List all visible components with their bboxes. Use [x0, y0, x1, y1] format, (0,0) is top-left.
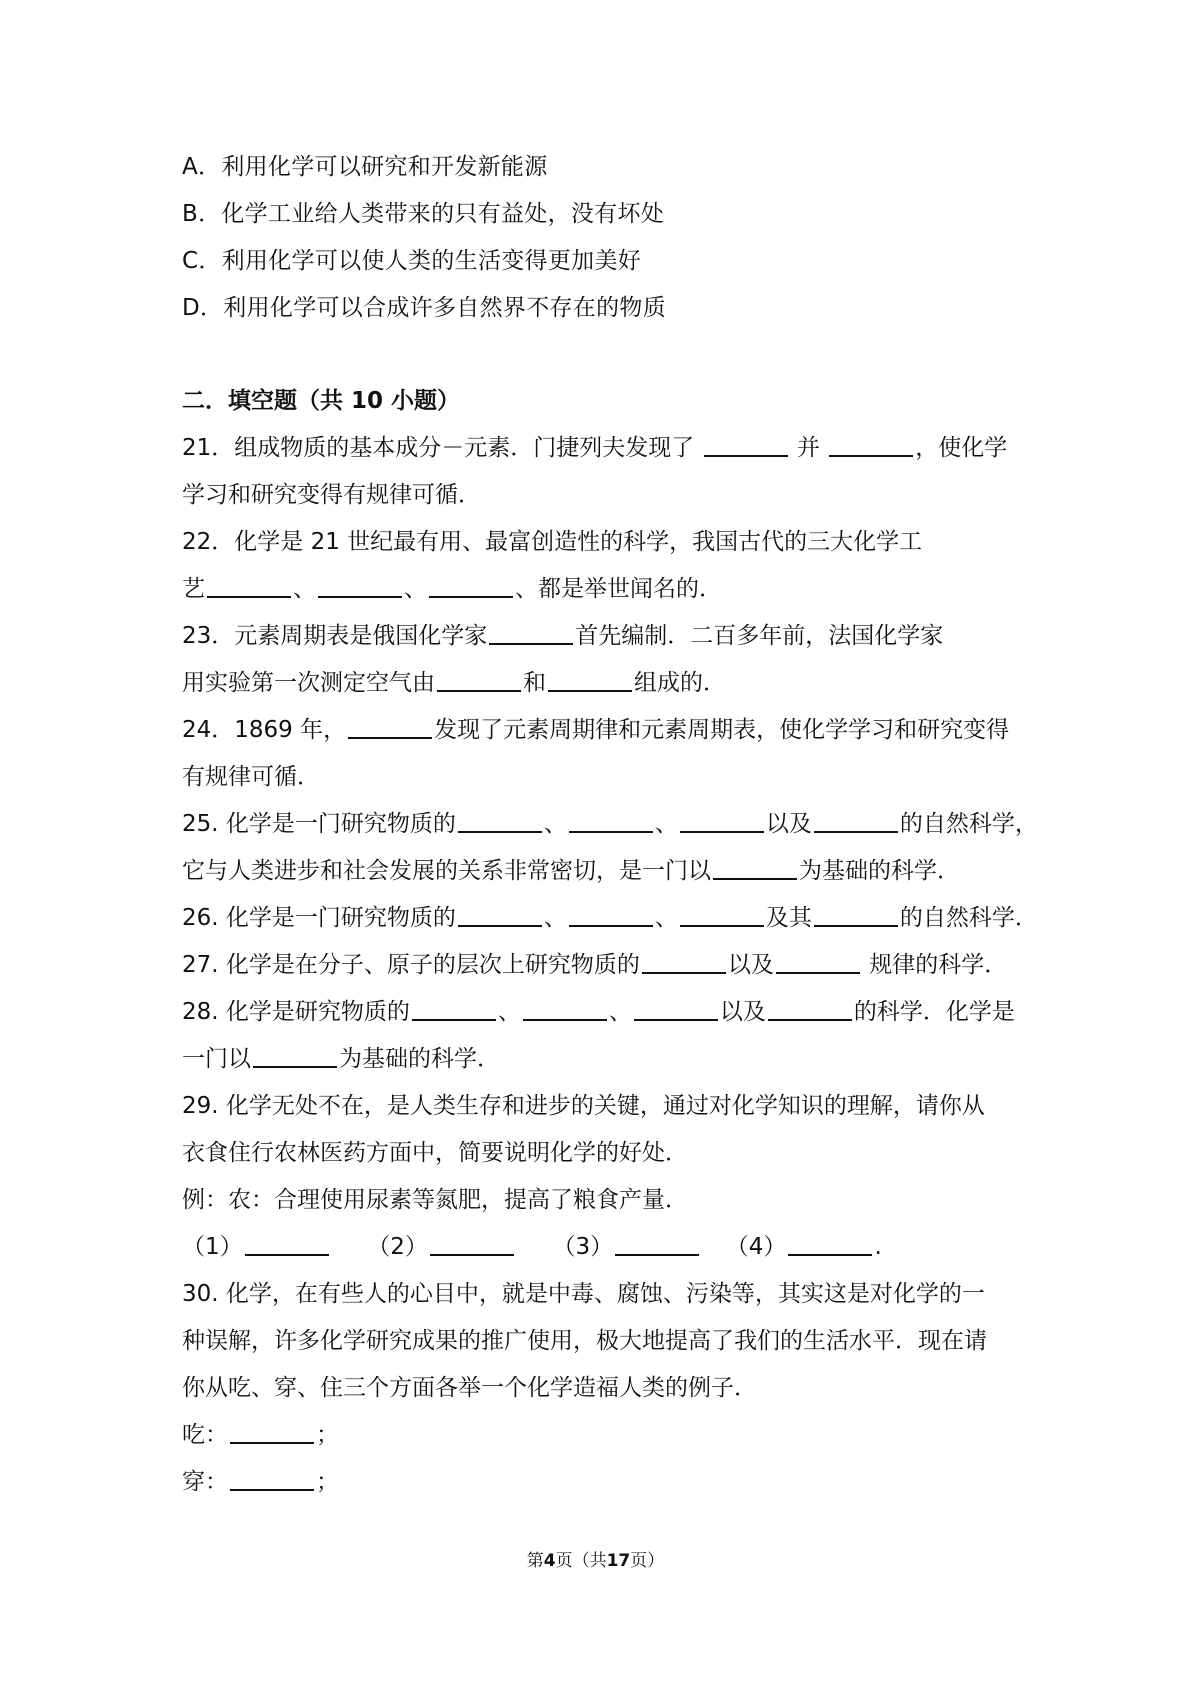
answer-blank[interactable] [412, 997, 496, 1021]
q30-eat-label: 吃： [182, 1422, 228, 1448]
q22-text-b: 艺 [182, 576, 205, 602]
question-30-line-3: 你从吃、穿、住三个方面各举一个化学造福人类的例子． [182, 1375, 757, 1401]
answer-blank[interactable] [788, 1232, 872, 1256]
question-21-line-1 [182, 425, 1020, 472]
q29-label-4: （4） [725, 1234, 787, 1260]
q29-label-2: （2） [367, 1234, 428, 1260]
question-29-line-1: 29. 化学无处不在，是人类生存和进步的关键，通过对化学知识的理解，请你从 [182, 1093, 985, 1119]
q26-text-c: 的自然科学． [899, 905, 1038, 931]
question-24-line-2: 有规律可循． [182, 764, 320, 790]
separator: 、 [497, 999, 521, 1025]
answer-blank[interactable] [430, 1232, 514, 1256]
q25-text-c: 的自然科学， [899, 811, 1038, 837]
q22-text-c: 、都是举世闻名的． [515, 576, 722, 602]
separator: 、 [608, 999, 632, 1025]
answer-blank[interactable] [437, 668, 521, 692]
q23-text-a: 23．元素周期表是俄国化学家 [182, 623, 488, 649]
question-30-line-1: 30. 化学，在有些人的心目中，就是中毒、腐蚀、污染等，其实这是对化学的一 [182, 1281, 985, 1307]
q30-semicolon: ； [316, 1422, 339, 1448]
separator: 、 [543, 811, 567, 837]
separator: 、 [293, 576, 316, 602]
answer-blank[interactable] [548, 668, 632, 692]
option-a: A．利用化学可以研究和开发新能源 [182, 154, 548, 180]
q21-text-c: ，使化学 [915, 435, 1008, 461]
question-21-line-2: 学习和研究变得有规律可循． [182, 482, 481, 508]
answer-blank[interactable] [776, 950, 860, 974]
q28-text-c: 的科学．化学是 [853, 999, 1015, 1025]
question-28-line-1 [182, 989, 1020, 1036]
q23-text-d: 和 [523, 670, 546, 696]
question-22-line-1: 22．化学是 21 世纪最有用、最富创造性的科学，我国古代的三大化学工 [182, 529, 923, 555]
q28-text-d: 一门以 [182, 1046, 251, 1072]
q23-text-b: 首先编制．二百多年前，法国化学家 [575, 623, 944, 649]
question-29-example: 例：农：合理使用尿素等氮肥，提高了粮食产量． [182, 1187, 688, 1213]
answer-blank[interactable] [569, 903, 653, 927]
section-title: 二．填空题（共 10 小题） [182, 388, 461, 414]
q21-text-a: 21．组成物质的基本成分－元素．门捷列夫发现了 [182, 435, 695, 461]
question-23-line-2 [182, 660, 1020, 707]
separator: 、 [654, 811, 678, 837]
answer-blank[interactable] [253, 1044, 337, 1068]
question-25-line-1 [182, 801, 1038, 848]
answer-blank[interactable] [680, 903, 764, 927]
q24-text-a: 24．1869 年， [182, 717, 347, 743]
question-27-line-1 [182, 942, 1020, 989]
answer-blank[interactable] [318, 574, 402, 598]
q28-text-b: 以及 [719, 999, 766, 1025]
question-23-line-1 [182, 613, 1020, 660]
answer-blank[interactable] [615, 1232, 699, 1256]
option-b: B．化学工业给人类带来的只有益处，没有坏处 [182, 201, 665, 227]
option-c: C．利用化学可以使人类的生活变得更加美好 [182, 248, 642, 274]
page-footer [0, 1546, 1191, 1571]
answer-blank[interactable] [245, 1232, 329, 1256]
footer-page-number: 4 [543, 1551, 556, 1571]
answer-blank[interactable] [814, 809, 898, 833]
q30-semicolon: ； [316, 1469, 339, 1495]
answer-blank[interactable] [348, 715, 432, 739]
answer-blank[interactable] [634, 997, 718, 1021]
question-29-line-2: 衣食住行农林医药方面中，简要说明化学的好处． [182, 1140, 688, 1166]
q24-text-b: 发现了元素周期律和元素周期表，使化学学习和研究变得 [434, 717, 1010, 743]
separator: 、 [543, 905, 567, 931]
q28-text-e: 为基础的科学． [339, 1046, 500, 1072]
q27-text-b: 以及 [727, 952, 774, 978]
answer-blank[interactable] [814, 903, 898, 927]
footer-pre: 第 [526, 1551, 544, 1571]
question-24-line-1 [182, 707, 1020, 754]
q28-text-a: 28. 化学是研究物质的 [182, 999, 410, 1025]
answer-blank[interactable] [768, 997, 852, 1021]
question-29-answers [182, 1224, 1020, 1271]
question-26-line-1 [182, 895, 1038, 942]
q27-text-c: 规律的科学． [861, 952, 1008, 978]
q29-label-1: （1） [182, 1234, 243, 1260]
footer-total-pages: 17 [606, 1551, 631, 1571]
footer-post: 页） [630, 1551, 665, 1571]
question-30-eat [182, 1412, 1020, 1459]
footer-mid: 页（共 [555, 1551, 607, 1571]
answer-blank[interactable] [489, 621, 573, 645]
answer-blank[interactable] [207, 574, 291, 598]
answer-blank[interactable] [704, 433, 788, 457]
answer-blank[interactable] [230, 1467, 314, 1491]
question-30-line-2: 种误解，许多化学研究成果的推广使用，极大地提高了我们的生活水平．现在请 [182, 1328, 987, 1354]
q26-text-b: 及其 [765, 905, 812, 931]
q25-text-a: 25. 化学是一门研究物质的 [182, 811, 456, 837]
answer-blank[interactable] [458, 903, 542, 927]
question-22-line-2 [182, 566, 1020, 613]
answer-blank[interactable] [829, 433, 913, 457]
question-28-line-2 [182, 1036, 1020, 1083]
separator: 、 [654, 905, 678, 931]
option-d: D．利用化学可以合成许多自然界不存在的物质 [182, 295, 667, 321]
q29-label-3: （3） [552, 1234, 614, 1260]
q25-text-b: 以及 [765, 811, 812, 837]
q25-text-e: 为基础的科学． [799, 858, 960, 884]
question-25-line-2 [182, 848, 1020, 895]
q23-text-e: 组成的． [634, 670, 726, 696]
answer-blank[interactable] [642, 950, 726, 974]
answer-blank[interactable] [569, 809, 653, 833]
answer-blank[interactable] [713, 856, 797, 880]
separator: 、 [404, 576, 427, 602]
question-30-wear [182, 1459, 1020, 1506]
q30-wear-label: 穿： [182, 1469, 228, 1495]
q26-text-a: 26. 化学是一门研究物质的 [182, 905, 456, 931]
q23-text-c: 用实验第一次测定空气由 [182, 670, 435, 696]
q27-text-a: 27. 化学是在分子、原子的层次上研究物质的 [182, 952, 640, 978]
q25-text-d: 它与人类进步和社会发展的关系非常密切，是一门以 [182, 858, 711, 884]
answer-blank[interactable] [680, 809, 764, 833]
answer-blank[interactable] [429, 574, 513, 598]
answer-blank[interactable] [230, 1420, 314, 1444]
page-content [182, 144, 1038, 1506]
q21-text-b: 并 [796, 435, 820, 461]
answer-blank[interactable] [458, 809, 542, 833]
answer-blank[interactable] [523, 997, 607, 1021]
q29-end: . [874, 1234, 882, 1260]
